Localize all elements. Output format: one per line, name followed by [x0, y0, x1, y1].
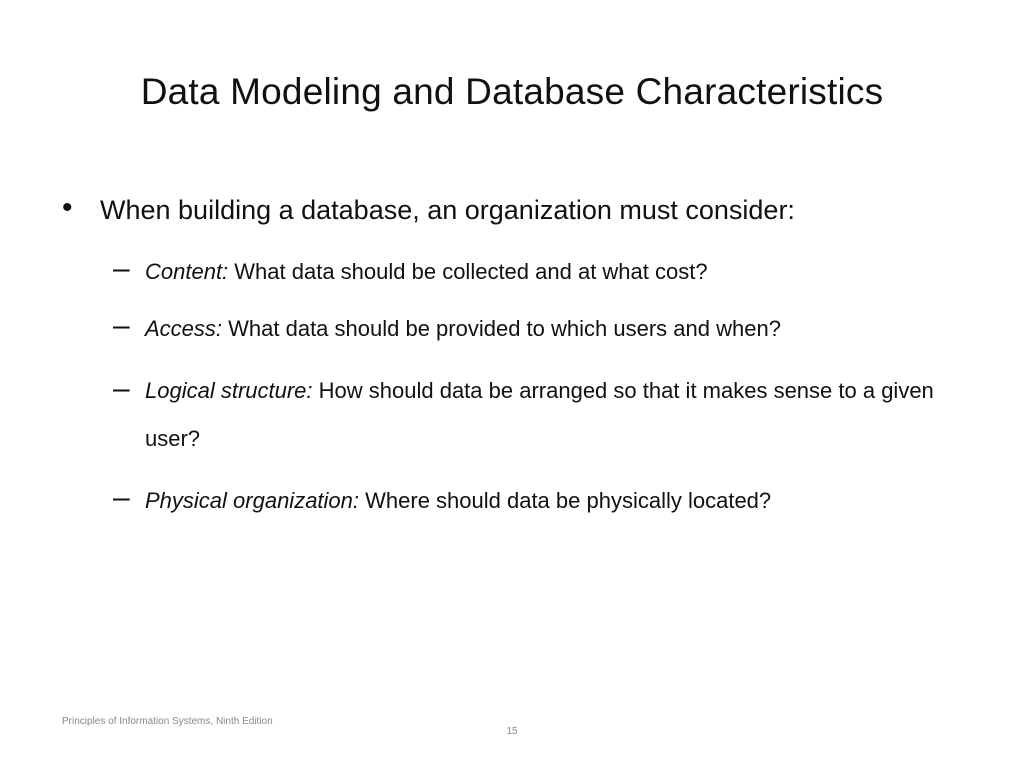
main-bullet-text: When building a database, an organization must consider:: [100, 195, 795, 225]
bullet-marker: •: [62, 191, 73, 224]
footer-source: Principles of Information Systems, Ninth Edition: [62, 716, 273, 727]
sub-bullet-content: [113, 253, 953, 291]
sub-bullet-physical-organization: [113, 482, 953, 520]
sub-bullet-text: What data should be provided to which users and when?: [222, 316, 781, 341]
sub-bullet-term: Content:: [145, 259, 229, 284]
slide-title: Data Modeling and Database Characteristics: [140, 71, 884, 112]
sub-bullet-list: [113, 253, 953, 539]
sub-bullet-logical-structure: [113, 367, 935, 463]
sub-bullet-term: Logical structure:: [145, 378, 313, 403]
sub-bullet-text: Where should data be physically located?: [359, 488, 772, 513]
dash-marker: –: [113, 372, 130, 405]
sub-bullet-text: How should data be arranged so that it makes sense to a given user?: [145, 378, 934, 451]
dash-marker: –: [113, 252, 130, 285]
dash-marker: –: [113, 481, 130, 514]
sub-bullet-term: Access:: [145, 316, 223, 341]
sub-bullet-text: What data should be collected and at what cost?: [228, 259, 708, 284]
page-number: 15: [506, 726, 518, 737]
sub-bullet-access: [113, 310, 953, 348]
sub-bullet-term: Physical organization:: [145, 488, 360, 513]
dash-marker: –: [113, 309, 130, 342]
